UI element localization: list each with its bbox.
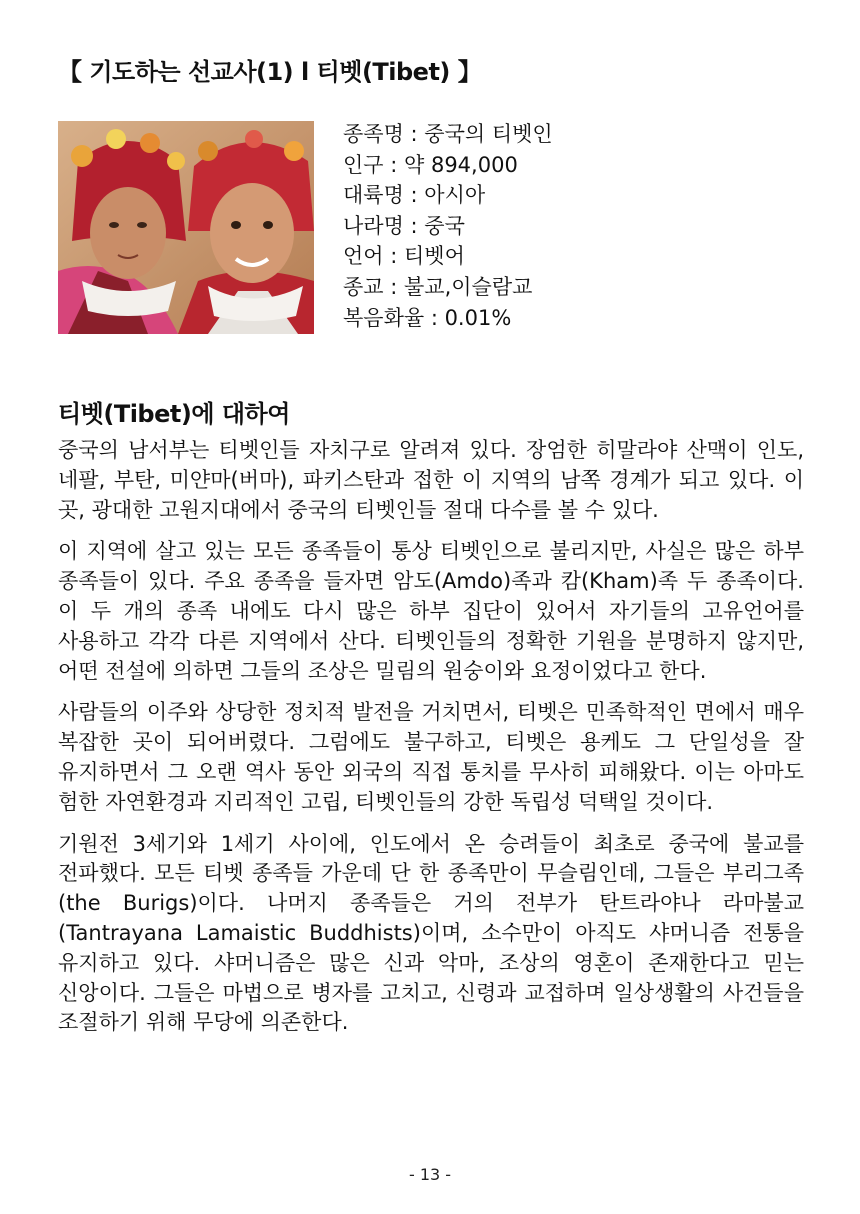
paragraph: 사람들의 이주와 상당한 정치적 발전을 거치면서, 티벳은 민족학적인 면에서 매우 복잡한 곳이 되어버렸다. 그럼에도 불구하고, 티벳은 용케도 그 단일성을 잘 유지하면서 그 오랜 역사 동안 외국의 직접 통치를 무사히 피해왔다. 이는 아마도 험한 자연환경과 지리적인 고립, 티벳인들의 강한 독립성 덕택일 것이다. [58, 700, 804, 814]
photo-tibetan-children [58, 121, 314, 334]
info-religion: 종교 : 불교,이슬람교 [343, 274, 533, 299]
paragraph: 기원전 3세기와 1세기 사이에, 인도에서 온 승려들이 최초로 중국에 불교를 전파했다. 모든 티벳 종족들 가운데 단 한 종족만이 무슬림인데, 그들은 부리그족(the Burigs)이다. 나머지 종족들은 거의 전부가 탄트라야나 라마불교(Tantrayana Lamaistic Buddhists)이며, 소수만이 아직도 샤머니즘 전통을 유지하고 있다. 샤머니즘은 많은 신과 악마, 조상의 영혼이 존재한다고 믿는 신앙이다. 그들은 마법으로 병자를 고치고, 신령과 교접하며 일상생활의 사건들을 조절하기 위해 무당에 의존한다. [58, 831, 804, 1035]
section-title: 티벳(Tibet)에 대하여 [58, 400, 290, 428]
info-language: 언어 : 티벳어 [343, 244, 465, 269]
page-number: - 13 - [408, 1165, 452, 1184]
section-body [58, 436, 804, 1050]
page-title: 【 기도하는 선교사(1) l 티벳(Tibet) 】 [58, 58, 482, 86]
info-population: 인구 : 약 894,000 [343, 152, 518, 177]
info-people-name: 종족명 : 중국의 티벳인 [343, 122, 553, 146]
info-country: 나라명 : 중국 [343, 213, 465, 238]
info-continent: 대륙명 : 아시아 [343, 183, 486, 208]
info-evangelization-rate: 복음화율 : 0.01% [343, 305, 512, 330]
people-info-list [343, 119, 553, 333]
photo-illustration [58, 121, 314, 334]
paragraph: 이 지역에 살고 있는 모든 종족들이 통상 티벳인으로 불리지만, 사실은 많은 하부 종족들이 있다. 주요 종족을 들자면 암도(Amdo)족과 캄(Kham)족 두 종족이다. 이 두 개의 종족 내에도 다시 많은 하부 집단이 있어서 자기들의 고유언어를 사용하고 각각 다른 지역에서 산다. 티벳인들의 정확한 기원을 분명하지 않지만, 어떤 전설에 의하면 그들의 조상은 밀림의 원숭이와 요정이었다고 한다. [58, 539, 804, 683]
paragraph: 중국의 남서부는 티벳인들 자치구로 알려져 있다. 장엄한 히말라야 산맥이 인도, 네팔, 부탄, 미얀마(버마), 파키스탄과 접한 이 지역의 남쪽 경계가 되고 있다. 이 곳, 광대한 고원지대에서 중국의 티벳인들 절대 다수를 볼 수 있다. [58, 438, 804, 522]
